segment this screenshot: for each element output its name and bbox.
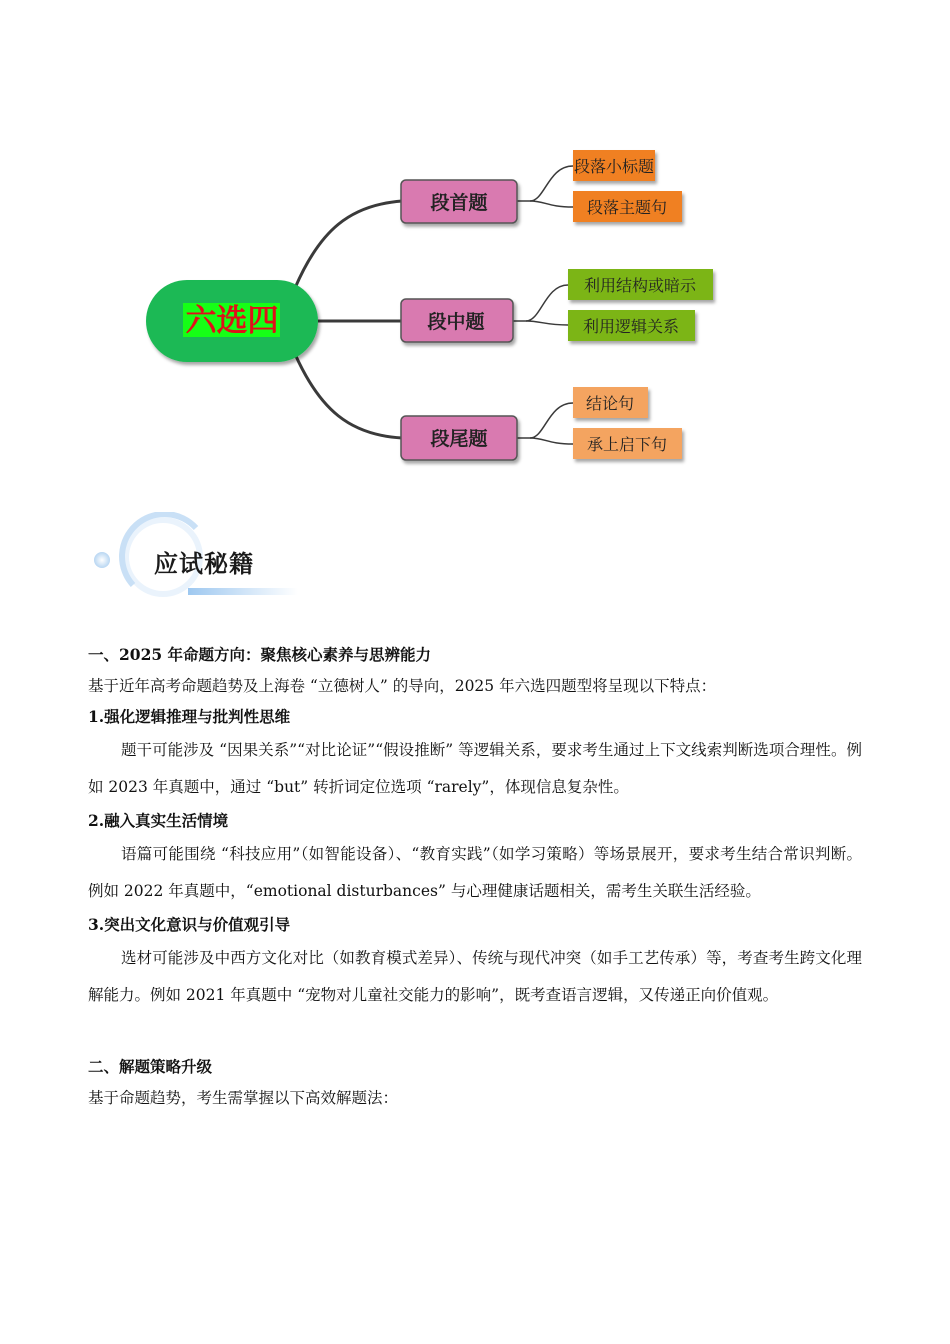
section-intro: 基于近年高考命题趋势及上海卷 “立德树人” 的导向，2025 年六选四题型将呈现以下特点： — [88, 677, 717, 695]
mind-map — [0, 0, 950, 500]
section-banner — [88, 512, 298, 608]
point-body: 题干可能涉及 “因果关系”“对比论证”“假设推断” 等逻辑关系，要求考生通过上下文线索判断选项合理性。例如 2023 年真题中，通过 “but” 转折词定位选项 “rarely”，体现信息复杂性。 — [88, 741, 862, 796]
leaf-label: 利用逻辑关系 — [582, 317, 680, 336]
branch-label: 段尾题 — [430, 428, 488, 450]
connector-line — [516, 403, 573, 438]
leaf-label: 段落小标题 — [573, 157, 655, 176]
connector-line — [530, 201, 573, 207]
center-label: 六选四 — [185, 303, 279, 339]
connector-line — [512, 285, 568, 321]
branch-label: 段中题 — [427, 311, 485, 333]
leaf-label: 承上启下句 — [586, 435, 668, 454]
branch-label: 段首题 — [430, 192, 488, 214]
section-intro: 基于命题趋势，考生需掌握以下高效解题法： — [88, 1089, 399, 1107]
connector-line — [530, 438, 573, 444]
point-heading: 3.突出文化意识与价值观引导 — [88, 915, 291, 934]
point-heading: 1.强化逻辑推理与批判性思维 — [88, 707, 291, 726]
section-heading: 二、解题策略升级 — [88, 1057, 213, 1076]
point-body: 语篇可能围绕 “科技应用”（如智能设备）、“教育实践”（如学习策略）等场景展开，要求考生结合常识判断。例如 2022 年真题中，“emotional disturbances” 与心理健康话题相关，需考生关联生活经验。 — [88, 845, 862, 900]
leaf-label: 段落主题句 — [586, 198, 668, 217]
connector-line — [526, 321, 568, 325]
connector-line — [295, 354, 402, 438]
point-body: 选材可能涉及中西方文化对比（如教育模式差异）、传统与现代冲突（如手工艺传承）等，考查考生跨文化理解能力。例如 2021 年真题中 “宠物对儿童社交能力的影响”，既考查语言逻辑，又传递正向价值观。 — [88, 949, 862, 1004]
spacer — [88, 1014, 862, 1052]
document-body — [88, 640, 862, 1114]
leaf-label: 利用结构或暗示 — [583, 276, 697, 295]
connector-line — [516, 166, 573, 201]
point-heading: 2.融入真实生活情境 — [88, 811, 229, 830]
leaf-label: 结论句 — [585, 394, 635, 413]
banner-title: 应试秘籍 — [154, 550, 254, 578]
section-heading: 一、2025 年命题方向：聚焦核心素养与思辨能力 — [88, 645, 432, 664]
connector-line — [295, 201, 402, 288]
